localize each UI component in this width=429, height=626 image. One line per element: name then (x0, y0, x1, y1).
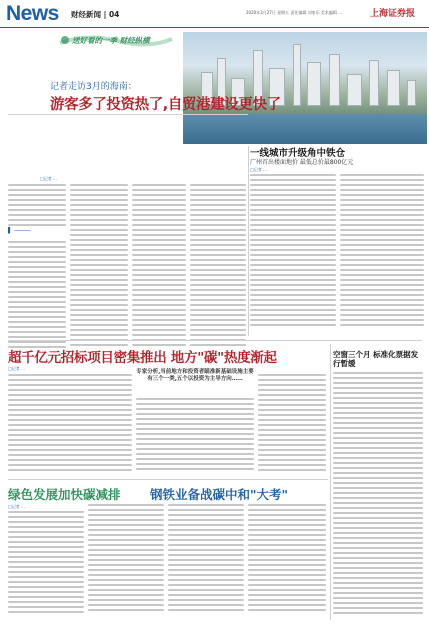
issue-info: 2020年3月27日 星期五 责任编辑 刘家乐 美术编辑 ... (246, 10, 342, 15)
lead-headline: 游客多了投资热了,自贸港建设更快了 (50, 97, 281, 113)
side-author: □记者 ... (250, 167, 267, 172)
story5-headline: 钢铁业备战碳中和"大考" (150, 487, 289, 502)
brand-logo: News (6, 2, 59, 25)
side-headline: 一线城市升级角中铁仓 (250, 148, 346, 159)
story2-deck: 专家分析,当前地方和投资者瞄准新基础设施主要有三个一类,五个以投资为主导方向…… (136, 369, 254, 382)
lead-kicker: 记者走访3月的海南： (50, 82, 137, 92)
newspaper-logo: 上海证券报 (370, 9, 416, 19)
story4-author: □记者 ... (8, 504, 25, 509)
story3-headline: 空窗三个月 标准化票据发行暂缓 (333, 350, 419, 368)
banner-text: 送好看的一季 财经纵横 (72, 36, 150, 45)
masthead (0, 0, 429, 28)
story2-author: □记者 ... (8, 366, 25, 371)
lead-author: □记者 ... (40, 176, 57, 181)
lead-subhead: ▌ ───── (8, 228, 31, 234)
banner (58, 33, 174, 47)
side-subtitle: 广州首出楼面地价 最低总价最800亿元 (250, 159, 354, 166)
section-title: 财经新闻 | 04 (71, 10, 120, 19)
story2-headline: 超千亿元招标项目密集推出 地方"碳"热度渐起 (8, 350, 277, 366)
city-skyline-photo (183, 32, 427, 144)
story4-headline: 绿色发展加快碳减排 (8, 487, 121, 502)
